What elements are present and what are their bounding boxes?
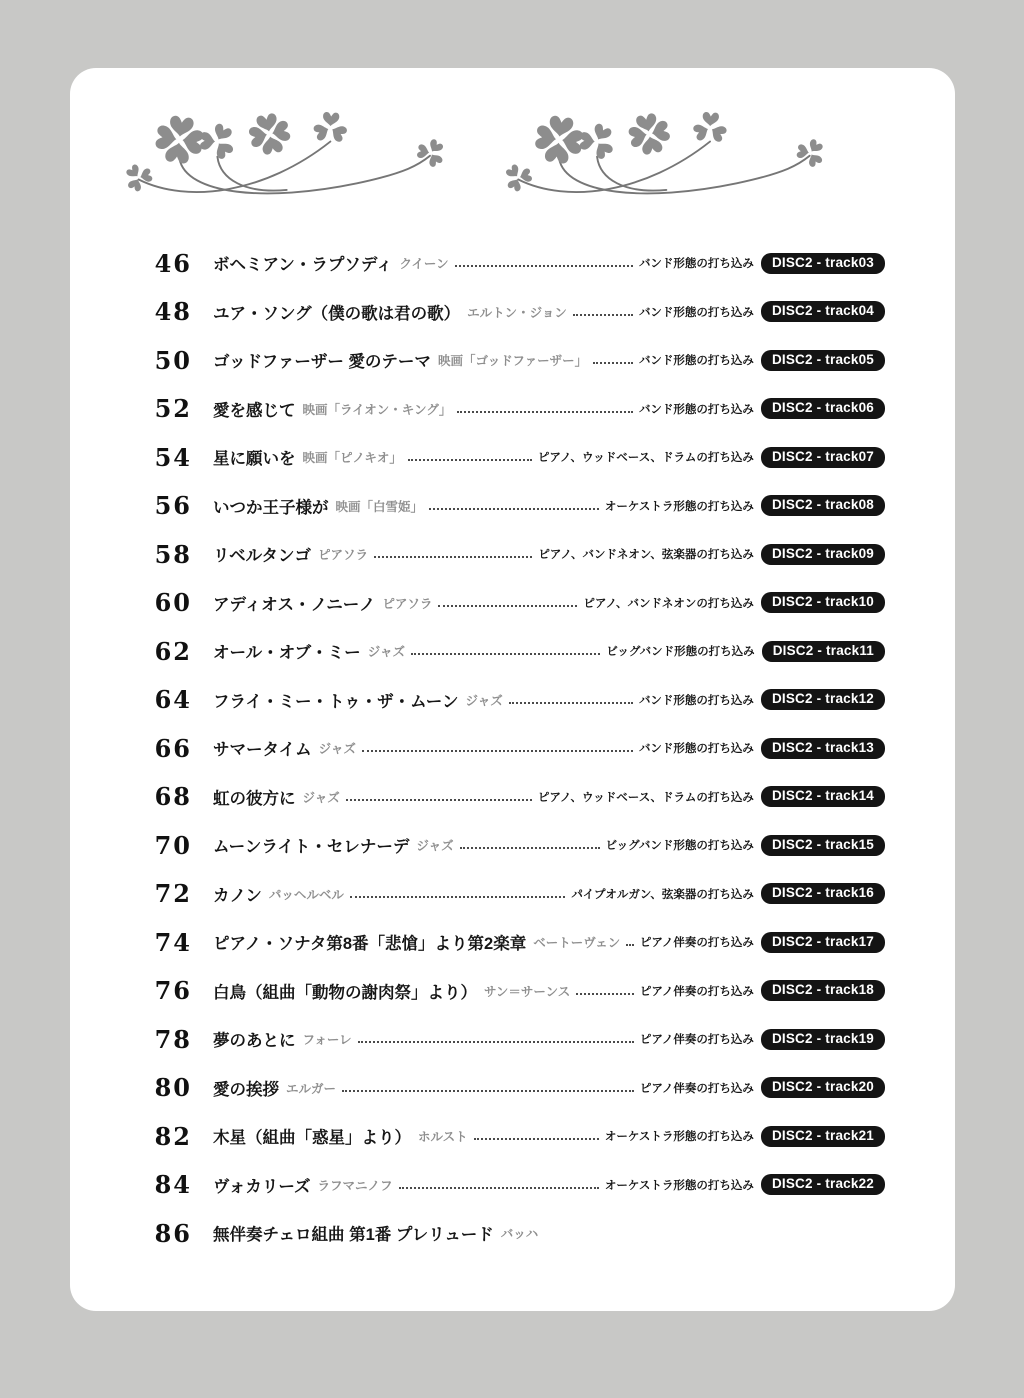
song-artist: バッハ <box>500 1227 539 1242</box>
disc-track-badge: DISC2 - track08 <box>761 495 885 516</box>
arrangement-note: オーケストラ形態の打ち込み <box>604 500 754 513</box>
song-artist: パッヘルベル <box>268 887 344 902</box>
song-artist: ピアソラ <box>382 596 433 611</box>
dot-leader <box>429 508 599 510</box>
song-artist: ジャズ <box>318 742 356 757</box>
page-number: 68 <box>154 782 192 812</box>
dot-leader <box>358 1041 634 1043</box>
toc-entry <box>132 773 885 822</box>
song-title: ムーンライト・セレナーデ <box>213 838 410 857</box>
disc-track-badge: DISC2 - track11 <box>762 641 885 662</box>
song-title: カノン <box>213 886 262 905</box>
song-title: 星に願いを <box>213 450 296 469</box>
disc-track-badge: DISC2 - track07 <box>761 447 885 468</box>
disc-track-badge: DISC2 - track13 <box>761 738 885 759</box>
page-number: 84 <box>154 1170 192 1200</box>
arrangement-note: オーケストラ形態の打ち込み <box>604 1131 754 1144</box>
arrangement-note: ピアノ伴奏の打ち込み <box>639 937 754 950</box>
page-number: 66 <box>154 733 192 763</box>
dot-leader <box>626 944 634 946</box>
dot-leader <box>411 653 600 655</box>
dot-leader <box>509 702 633 704</box>
song-title: ゴッドファーザー 愛のテーマ <box>213 353 431 372</box>
arrangement-note: ピアノ伴奏の打ち込み <box>639 985 754 998</box>
disc-track-badge: DISC2 - track10 <box>761 592 885 613</box>
disc-track-badge: DISC2 - track20 <box>761 1077 885 1098</box>
page-number: 74 <box>154 927 192 957</box>
dot-leader <box>362 750 633 752</box>
arrangement-note: バンド形態の打ち込み <box>638 258 754 271</box>
arrangement-note: ピアノ、ウッドベース、ドラムの打ち込み <box>537 452 754 465</box>
page-number: 56 <box>154 491 192 521</box>
song-title: 虹の彼方に <box>213 789 296 808</box>
disc-track-badge: DISC2 - track17 <box>761 932 885 953</box>
page-number: 80 <box>154 1073 192 1103</box>
toc-entry <box>132 579 885 628</box>
disc-track-badge: DISC2 - track16 <box>761 883 885 904</box>
song-title: サマータイム <box>213 741 312 760</box>
page-number: 86 <box>154 1218 192 1248</box>
page-number: 70 <box>154 830 192 860</box>
dot-leader <box>457 411 633 413</box>
disc-track-badge: DISC2 - track03 <box>761 253 885 274</box>
arrangement-note: ピアノ、バンドネオン、弦楽器の打ち込み <box>538 549 754 562</box>
toc-entry <box>132 482 885 531</box>
dot-leader <box>593 362 633 364</box>
toc-entry <box>132 530 885 579</box>
toc-entry <box>132 1112 885 1161</box>
arrangement-note: ピアノ、ウッドベース、ドラムの打ち込み <box>537 791 754 804</box>
clover-ornament-icon <box>108 96 902 208</box>
dot-leader <box>346 799 532 801</box>
page-number: 62 <box>154 636 192 666</box>
arrangement-note: ピアノ伴奏の打ち込み <box>639 1034 754 1047</box>
toc-entry <box>132 336 885 385</box>
toc-entry <box>132 870 885 919</box>
arrangement-note: バンド形態の打ち込み <box>638 694 754 707</box>
song-title: いつか王子様が <box>213 498 329 517</box>
song-title: ヴォカリーズ <box>213 1177 311 1196</box>
page-number: 48 <box>154 297 192 327</box>
arrangement-note: ビッグバンド形態の打ち込み <box>605 840 754 853</box>
song-artist: クイーン <box>399 257 449 272</box>
song-artist: エルガー <box>286 1081 337 1096</box>
disc-track-badge: DISC2 - track22 <box>761 1174 885 1195</box>
toc-entry <box>132 385 885 434</box>
arrangement-note: ピアノ伴奏の打ち込み <box>639 1082 754 1095</box>
dot-leader <box>455 265 633 267</box>
toc-entry <box>132 288 885 337</box>
book-page <box>70 68 955 1311</box>
toc-entry <box>132 676 885 725</box>
song-artist: ジャズ <box>367 645 405 660</box>
song-title: ユア・ソング（僕の歌は君の歌） <box>213 304 461 323</box>
song-artist: 映画「ゴッドファーザー」 <box>437 354 588 369</box>
dot-leader <box>573 314 633 316</box>
song-title: アディオス・ノニーノ <box>213 595 376 614</box>
toc-entry <box>132 627 885 676</box>
arrangement-note: バンド形態の打ち込み <box>638 403 754 416</box>
disc-track-badge: DISC2 - track04 <box>761 301 885 322</box>
arrangement-note: パイプオルガン、弦楽器の打ち込み <box>571 888 754 901</box>
disc-track-badge: DISC2 - track09 <box>761 544 885 565</box>
disc-track-badge: DISC2 - track21 <box>761 1126 885 1147</box>
arrangement-note: オーケストラ形態の打ち込み <box>604 1179 754 1192</box>
disc-track-badge: DISC2 - track14 <box>761 786 885 807</box>
disc-track-badge: DISC2 - track05 <box>761 350 885 371</box>
dot-leader <box>399 1187 599 1189</box>
disc-track-badge: DISC2 - track19 <box>761 1029 885 1050</box>
song-title: 白鳥（組曲「動物の謝肉祭」より） <box>213 983 477 1002</box>
page-number: 64 <box>154 685 192 715</box>
song-title: 愛の挨拶 <box>213 1080 279 1099</box>
song-artist: ピアソラ <box>318 548 369 563</box>
page-number: 54 <box>154 442 192 472</box>
dot-leader <box>408 459 532 461</box>
song-artist: エルトン・ジョン <box>467 305 567 320</box>
dot-leader <box>342 1090 634 1092</box>
song-artist: 映画「ピノキオ」 <box>302 451 402 466</box>
disc-track-badge: DISC2 - track12 <box>761 689 885 710</box>
toc-entry <box>132 1064 885 1113</box>
page-number: 72 <box>154 879 192 909</box>
page-number: 78 <box>154 1024 192 1054</box>
song-title: 無伴奏チェロ組曲 第1番 プレリュード <box>213 1226 494 1245</box>
song-title: ボヘミアン・ラプソディ <box>213 256 393 275</box>
song-title: 木星（組曲「惑星」より） <box>213 1129 411 1148</box>
dot-leader <box>438 605 577 607</box>
toc-entry <box>132 821 885 870</box>
page-number: 58 <box>154 539 192 569</box>
toc-entry <box>132 1161 885 1210</box>
page-number: 52 <box>154 394 192 424</box>
toc-entry <box>132 1015 885 1064</box>
dot-leader <box>374 556 532 558</box>
disc-track-badge: DISC2 - track06 <box>761 398 885 419</box>
song-artist: ホルスト <box>418 1130 468 1145</box>
disc-track-badge: DISC2 - track18 <box>761 980 885 1001</box>
song-title: 夢のあとに <box>213 1032 296 1051</box>
song-title: フライ・ミー・トゥ・ザ・ムーン <box>213 692 459 711</box>
arrangement-note: バンド形態の打ち込み <box>638 306 754 319</box>
toc-entry <box>132 433 885 482</box>
song-artist: 映画「白雪姫」 <box>335 499 424 514</box>
song-artist: フォーレ <box>302 1033 352 1048</box>
song-artist: ジャズ <box>416 839 454 854</box>
arrangement-note: ピアノ、バンドネオンの打ち込み <box>583 597 754 610</box>
song-title: 愛を感じて <box>213 401 296 420</box>
page-number: 46 <box>154 248 192 278</box>
toc-entry <box>132 918 885 967</box>
song-artist: ベートーヴェン <box>533 936 621 951</box>
song-artist: ジャズ <box>302 790 340 805</box>
toc-entry <box>132 1209 885 1258</box>
arrangement-note: バンド形態の打ち込み <box>638 355 754 368</box>
dot-leader <box>474 1138 599 1140</box>
song-title: ピアノ・ソナタ第8番「悲愴」より第2楽章 <box>213 935 527 954</box>
page-number: 60 <box>154 588 192 618</box>
page-number: 50 <box>154 345 192 375</box>
song-artist: 映画「ライオン・キング」 <box>302 402 452 417</box>
page-number: 82 <box>154 1121 192 1151</box>
dot-leader <box>460 847 600 849</box>
song-artist: ラフマニノフ <box>317 1178 393 1193</box>
toc-entry <box>132 967 885 1016</box>
toc-entry <box>132 724 885 773</box>
table-of-contents <box>70 239 955 1258</box>
dot-leader <box>576 993 634 995</box>
song-title: リベルタンゴ <box>213 547 312 566</box>
song-title: オール・オブ・ミー <box>213 644 361 663</box>
toc-entry <box>132 239 885 288</box>
dot-leader <box>350 896 565 898</box>
song-artist: ジャズ <box>465 693 503 708</box>
page-number: 76 <box>154 976 192 1006</box>
arrangement-note: ビッグバンド形態の打ち込み <box>606 646 755 659</box>
song-artist: サン＝サーンス <box>484 984 571 999</box>
arrangement-note: バンド形態の打ち込み <box>638 743 754 756</box>
disc-track-badge: DISC2 - track15 <box>761 835 885 856</box>
